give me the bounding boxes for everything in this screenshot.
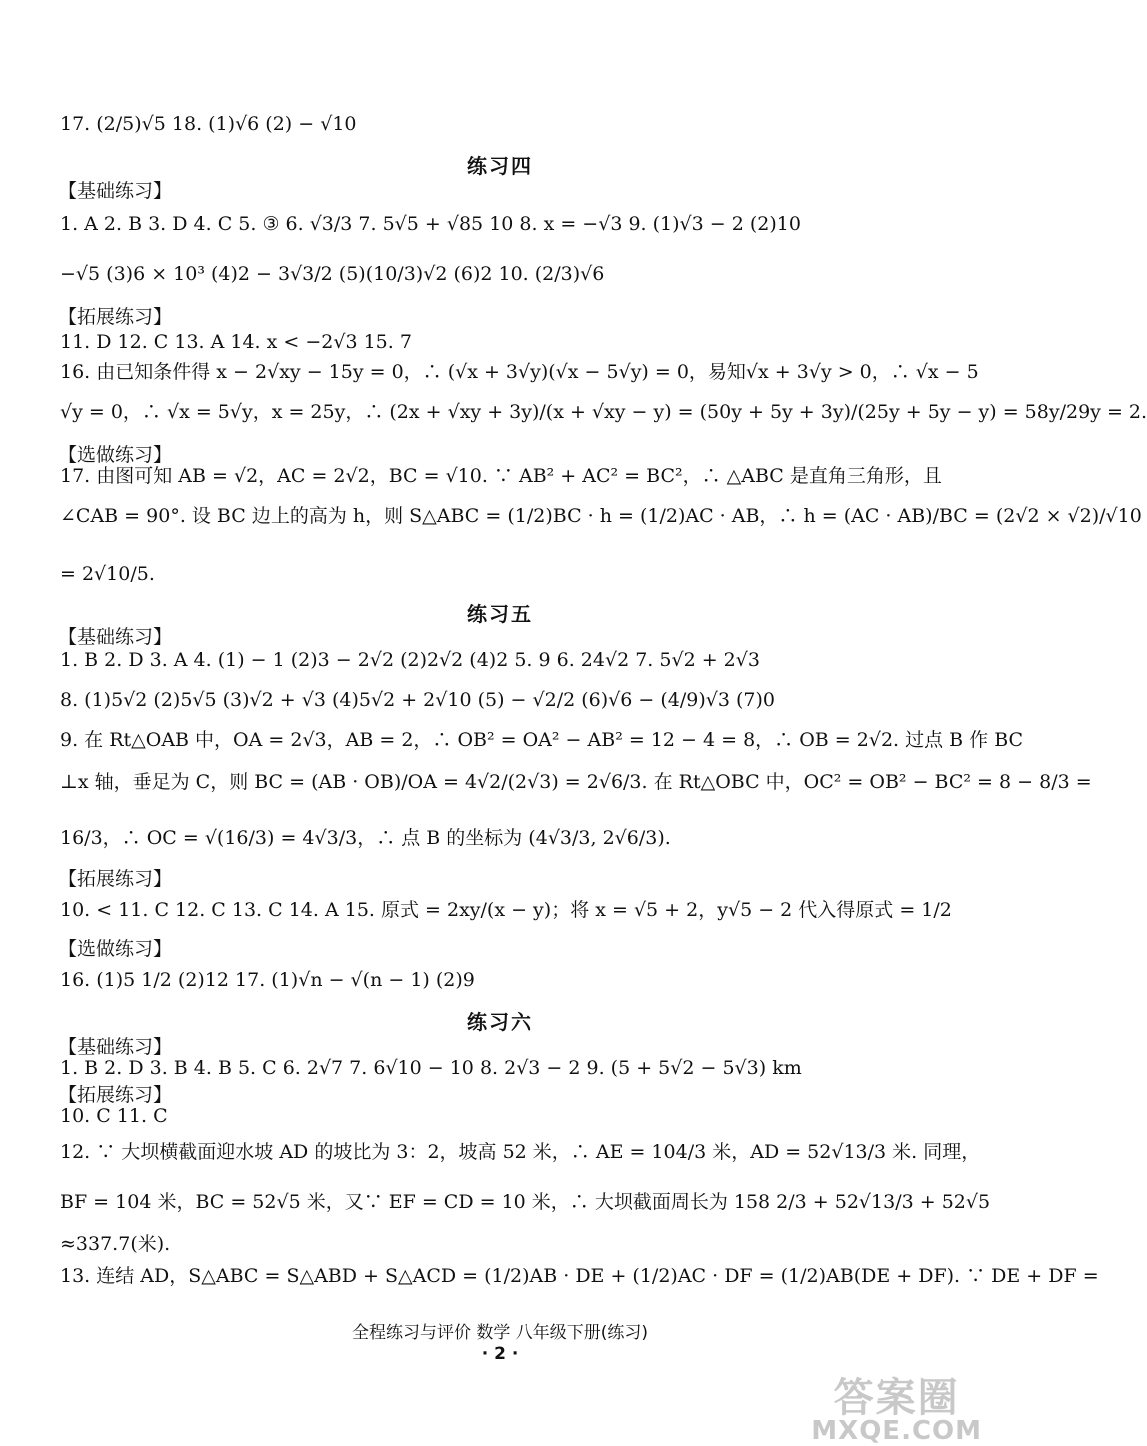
footer-title: 全程练习与评价 数学 八年级下册(练习) (351, 1323, 649, 1343)
section-label-basic: 【基础练习】 (58, 626, 173, 648)
section-label-basic: 【基础练习】 (58, 1036, 173, 1058)
answer-line: 1. A 2. B 3. D 4. C 5. ③ 6. √3/3 7. 5√5 + √85 10 8. x = −√3 9. (1)√3 − 2 (2)10 (60, 213, 801, 235)
answer-line: 8. (1)5√2 (2)5√5 (3)√2 + √3 (4)5√2 + 2√10 (5) − √2/2 (6)√6 − (4/9)√3 (7)0 (60, 689, 775, 711)
answer-line: 17. (2/5)√5 18. (1)√6 (2) − √10 (60, 113, 357, 135)
section-label-extended: 【拓展练习】 (58, 868, 173, 890)
answer-line: −√5 (3)6 × 10³ (4)2 − 3√3/2 (5)(10/3)√2 (6)2 10. (2/3)√6 (60, 263, 605, 285)
answer-line: 9. 在 Rt△OAB 中，OA = 2√3，AB = 2，∴ OB² = OA² − AB² = 12 − 4 = 8，∴ OB = 2√2. 过点 B 作 BC (60, 729, 1024, 751)
section-label-extended: 【拓展练习】 (58, 306, 173, 328)
answer-line: 10. C 11. C (60, 1105, 168, 1127)
exercise-heading-4: 练习四 (467, 154, 533, 178)
exercise-heading-5: 练习五 (467, 602, 533, 626)
answer-line: 16. (1)5 1/2 (2)12 17. (1)√n − √(n − 1) (2)9 (60, 969, 475, 991)
section-label-optional: 【选做练习】 (58, 444, 173, 466)
answer-line: BF = 104 米，BC = 52√5 米，又∵ EF = CD = 10 米，∴ 大坝截面周长为 158 2/3 + 52√13/3 + 52√5 (60, 1191, 991, 1213)
answer-line: 10. < 11. C 12. C 13. C 14. A 15. 原式 = 2xy/(x − y)；将 x = √5 + 2，y√5 − 2 代入得原式 = 1/2 (60, 899, 952, 921)
section-label-basic: 【基础练习】 (58, 180, 173, 202)
page-number: · 2 · (481, 1344, 519, 1364)
answer-line: ⊥x 轴，垂足为 C，则 BC = (AB · OB)/OA = 4√2/(2√3) = 2√6/3. 在 Rt△OBC 中，OC² = OB² − BC² = 8 − 8/3 = (60, 771, 1092, 793)
answer-line: ≈337.7(米). (60, 1233, 171, 1255)
answer-line: 16. 由已知条件得 x − 2√xy − 15y = 0，∴ (√x + 3√y)(√x − 5√y) = 0，易知√x + 3√y > 0，∴ √x − 5 (60, 361, 979, 383)
answer-line: 16/3，∴ OC = √(16/3) = 4√3/3，∴ 点 B 的坐标为 (4√3/3, 2√6/3). (60, 827, 671, 849)
answer-line: 1. B 2. D 3. B 4. B 5. C 6. 2√7 7. 6√10 − 10 8. 2√3 − 2 9. (5 + 5√2 − 5√3) km (60, 1057, 802, 1079)
watermark-logo (811, 1375, 982, 1446)
answer-line: 11. D 12. C 13. A 14. x < −2√3 15. 7 (60, 331, 412, 353)
exercise-heading-6: 练习六 (467, 1010, 533, 1034)
answer-line: 17. 由图可知 AB = √2，AC = 2√2，BC = √10. ∵ AB² + AC² = BC²，∴ △ABC 是直角三角形，且 (60, 465, 942, 487)
answer-line: 12. ∵ 大坝横截面迎水坡 AD 的坡比为 3：2，坡高 52 米，∴ AE = 104/3 米，AD = 52√13/3 米. 同理， (60, 1141, 981, 1163)
answer-line: √y = 0，∴ √x = 5√y，x = 25y，∴ (2x + √xy + 3y)/(x + √xy − y) = (50y + 5y + 3y)/(25y + 5y − y) = 58y/29y = 2. (60, 401, 1147, 423)
section-label-extended: 【拓展练习】 (58, 1084, 173, 1106)
answer-line: 1. B 2. D 3. A 4. (1) − 1 (2)3 − 2√2 (2)2√2 (4)2 5. 9 6. 24√2 7. 5√2 + 2√3 (60, 649, 760, 671)
section-label-optional: 【选做练习】 (58, 938, 173, 960)
watermark-text: 答案圈 (833, 1375, 960, 1421)
answer-line: ∠CAB = 90°. 设 BC 边上的高为 h，则 S△ABC = (1/2)BC · h = (1/2)AC · AB，∴ h = (AC · AB)/BC = (2√2 × √2)/√10 (60, 505, 1142, 527)
answer-line: 13. 连结 AD，S△ABC = S△ABD + S△ACD = (1/2)AB · DE + (1/2)AC · DF = (1/2)AB(DE + DF). ∵ DE + DF = (60, 1265, 1099, 1287)
answer-line: = 2√10/5. (60, 563, 155, 585)
watermark-url: MXQE.COM (811, 1416, 982, 1446)
